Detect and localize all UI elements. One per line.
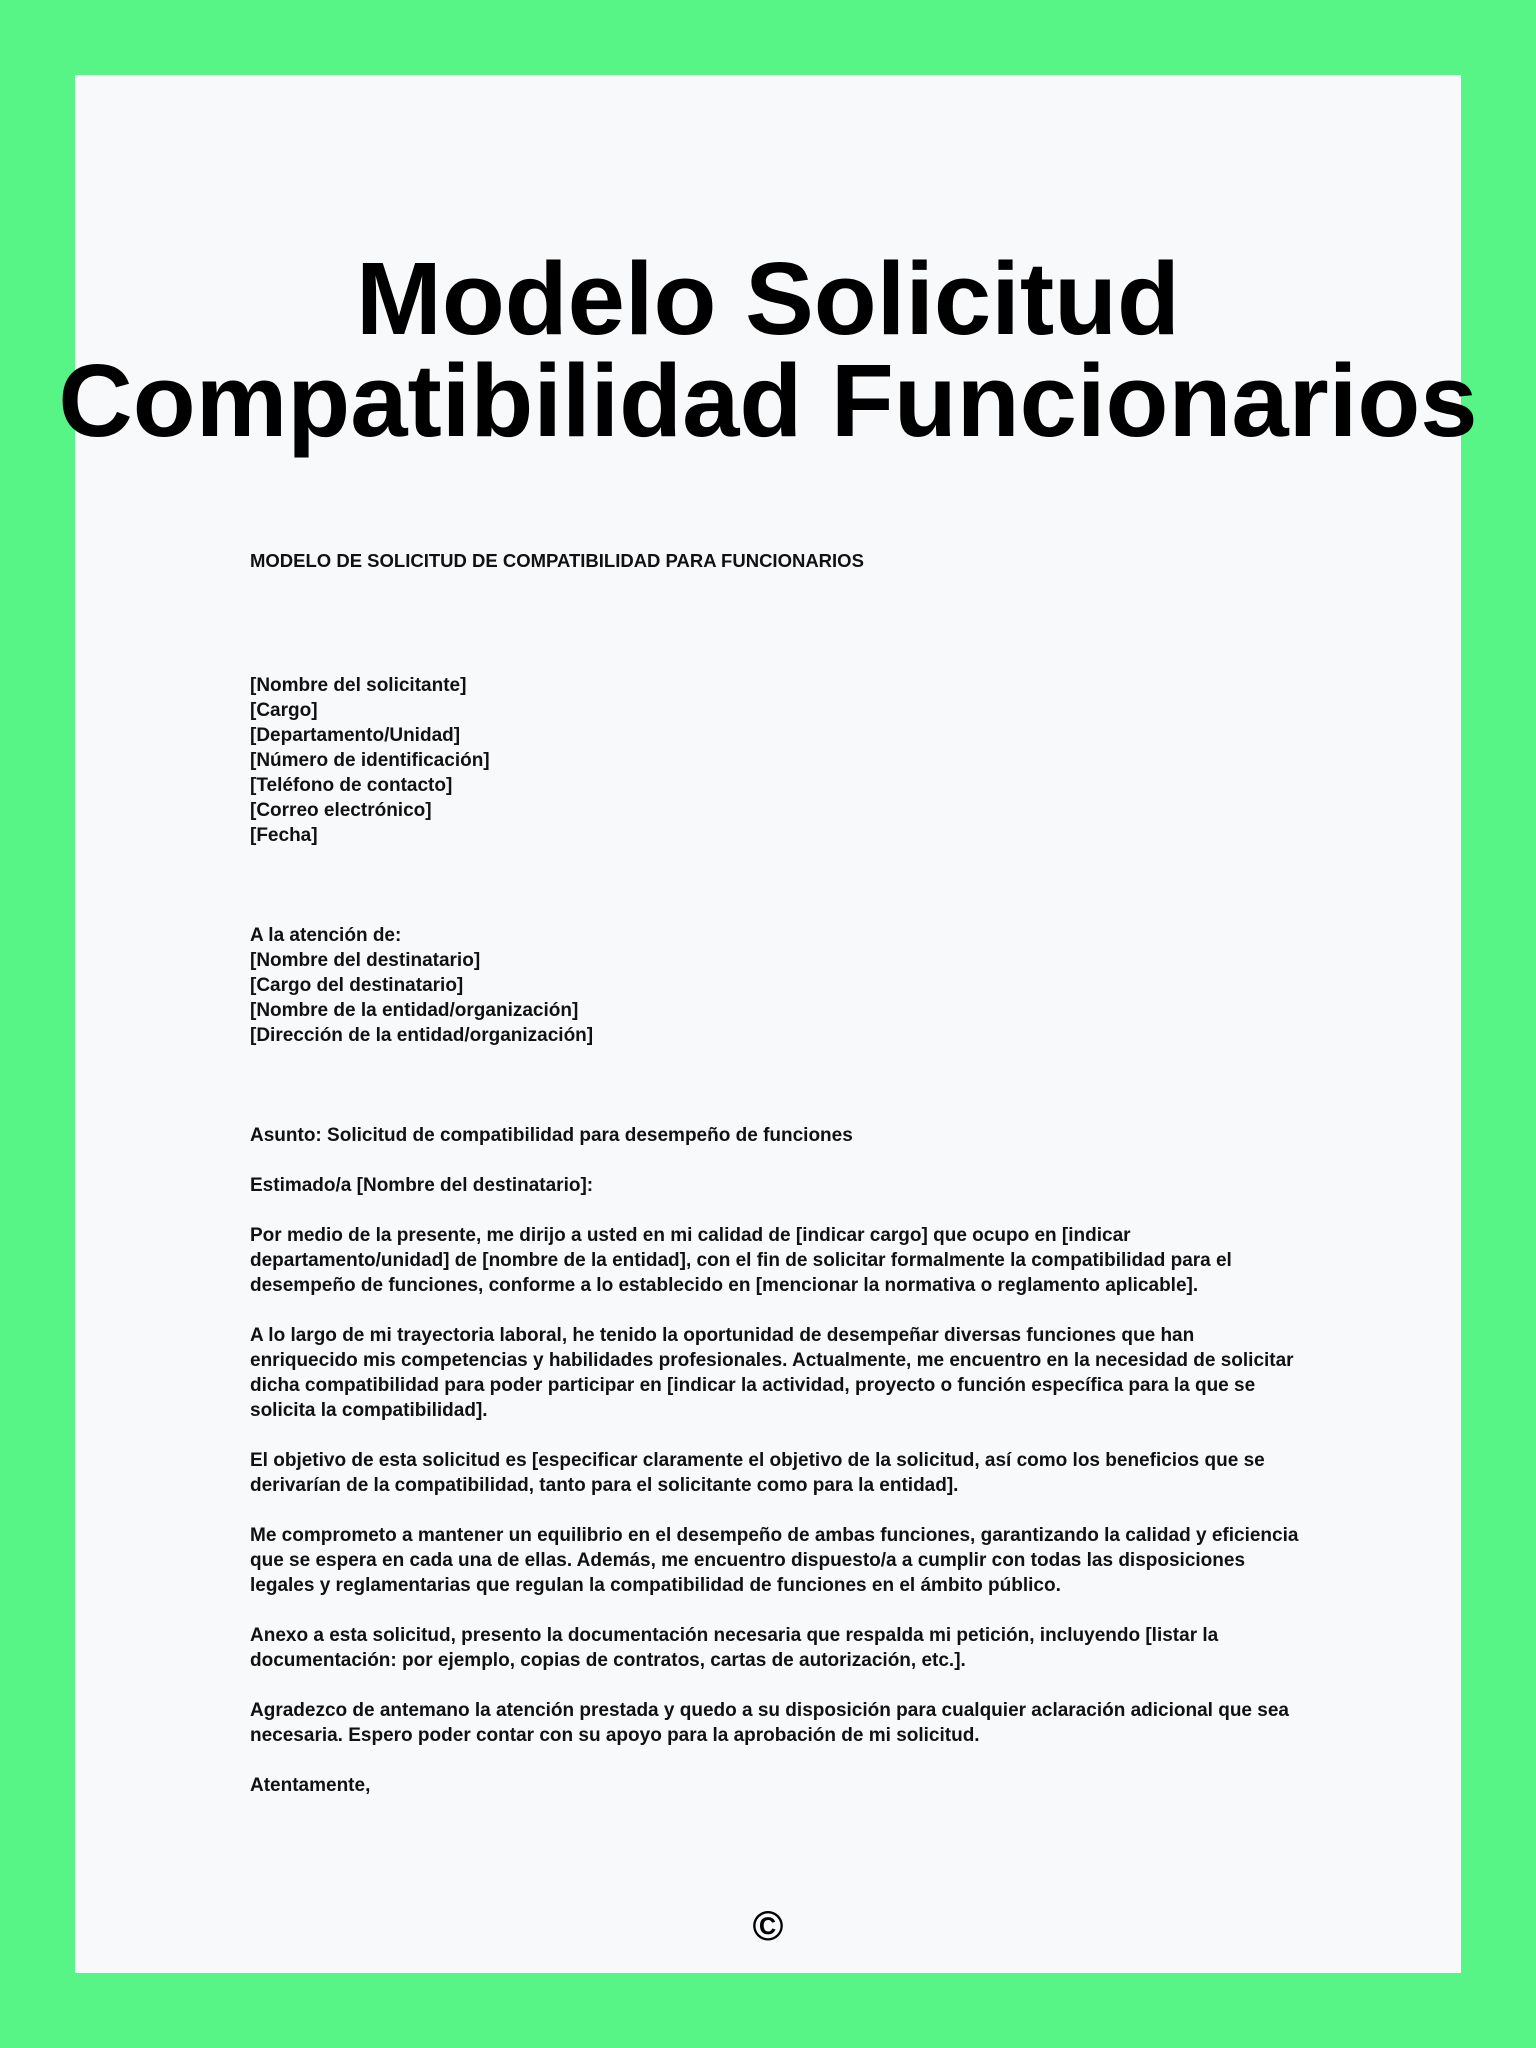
- sender-line: [Cargo]: [250, 700, 318, 721]
- recipient-line: [Dirección de la entidad/organización]: [250, 1025, 594, 1046]
- paragraph: Me comprometo a mantener un equilibrio en el desempeño de ambas funciones, garantizando la calidad y eficiencia que se espera en cada una de ellas. Además, me encuentro dispuesto/a a cumplir con todas las disposiciones legales y reglamentarias que regulan la compatibilidad de funciones en el ámbito público.: [250, 1525, 1299, 1596]
- sender-line: [Departamento/Unidad]: [250, 725, 461, 746]
- recipient-block: [250, 923, 1300, 1048]
- paragraph: A lo largo de mi trayectoria laboral, he tenido la oportunidad de desempeñar diversas funciones que han enriquecido mis competencias y habilidades profesionales. Actualmente, me encuentro en la necesidad de solicitar dicha compatibilidad para poder participar en [indicar la actividad, proyecto o función específica para la que se solicita la compatibilidad].: [250, 1325, 1294, 1421]
- letter-body: [250, 548, 1300, 1823]
- paragraph: Por medio de la presente, me dirijo a usted en mi calidad de [indicar cargo] que ocupo en [indicar departamento/unidad] de [nombre de la entidad], con el fin de solicitar formalmente la compatibilidad para el desempeño de funciones, conforme a lo establecido en [mencionar la normativa o reglamento aplicable].: [250, 1225, 1232, 1296]
- title-line-2: Compatibilidad Funcionarios: [58, 343, 1478, 458]
- recipient-line: [Nombre de la entidad/organización]: [250, 1000, 579, 1021]
- recipient-line: [Nombre del destinatario]: [250, 950, 481, 971]
- page-title: [0, 241, 1536, 458]
- closing: Atentamente,: [250, 1775, 371, 1796]
- sender-line: [Nombre del solicitante]: [250, 675, 467, 696]
- sender-block: [250, 673, 1300, 848]
- paragraph: Agradezco de antemano la atención prestada y quedo a su disposición para cualquier aclaración adicional que sea necesaria. Espero poder contar con su apoyo para la aprobación de mi solicitud.: [250, 1700, 1289, 1746]
- recipient-line: [Cargo del destinatario]: [250, 975, 464, 996]
- paragraph: El objetivo de esta solicitud es [especificar claramente el objetivo de la solicitud, así como los beneficios que se derivarían de la compatibilidad, tanto para el solicitante como para la entidad].: [250, 1450, 1265, 1496]
- recipient-line: A la atención de:: [250, 925, 402, 946]
- greeting: Estimado/a [Nombre del destinatario]:: [250, 1175, 594, 1196]
- copyright-icon: ©: [752, 1902, 784, 1949]
- sender-line: [Correo electrónico]: [250, 800, 432, 821]
- subject-line: Asunto: Solicitud de compatibilidad para desempeño de funciones: [250, 1125, 853, 1146]
- sender-line: [Número de identificación]: [250, 750, 490, 771]
- sender-line: [Fecha]: [250, 825, 318, 846]
- title-line-1: Modelo Solicitud: [356, 241, 1180, 356]
- paragraph: Anexo a esta solicitud, presento la documentación necesaria que respalda mi petición, incluyendo [listar la documentación: por ejemplo, copias de contratos, cartas de autorización, etc.].: [250, 1625, 1219, 1671]
- document-heading: MODELO DE SOLICITUD DE COMPATIBILIDAD PARA FUNCIONARIOS: [250, 550, 864, 571]
- sender-line: [Teléfono de contacto]: [250, 775, 453, 796]
